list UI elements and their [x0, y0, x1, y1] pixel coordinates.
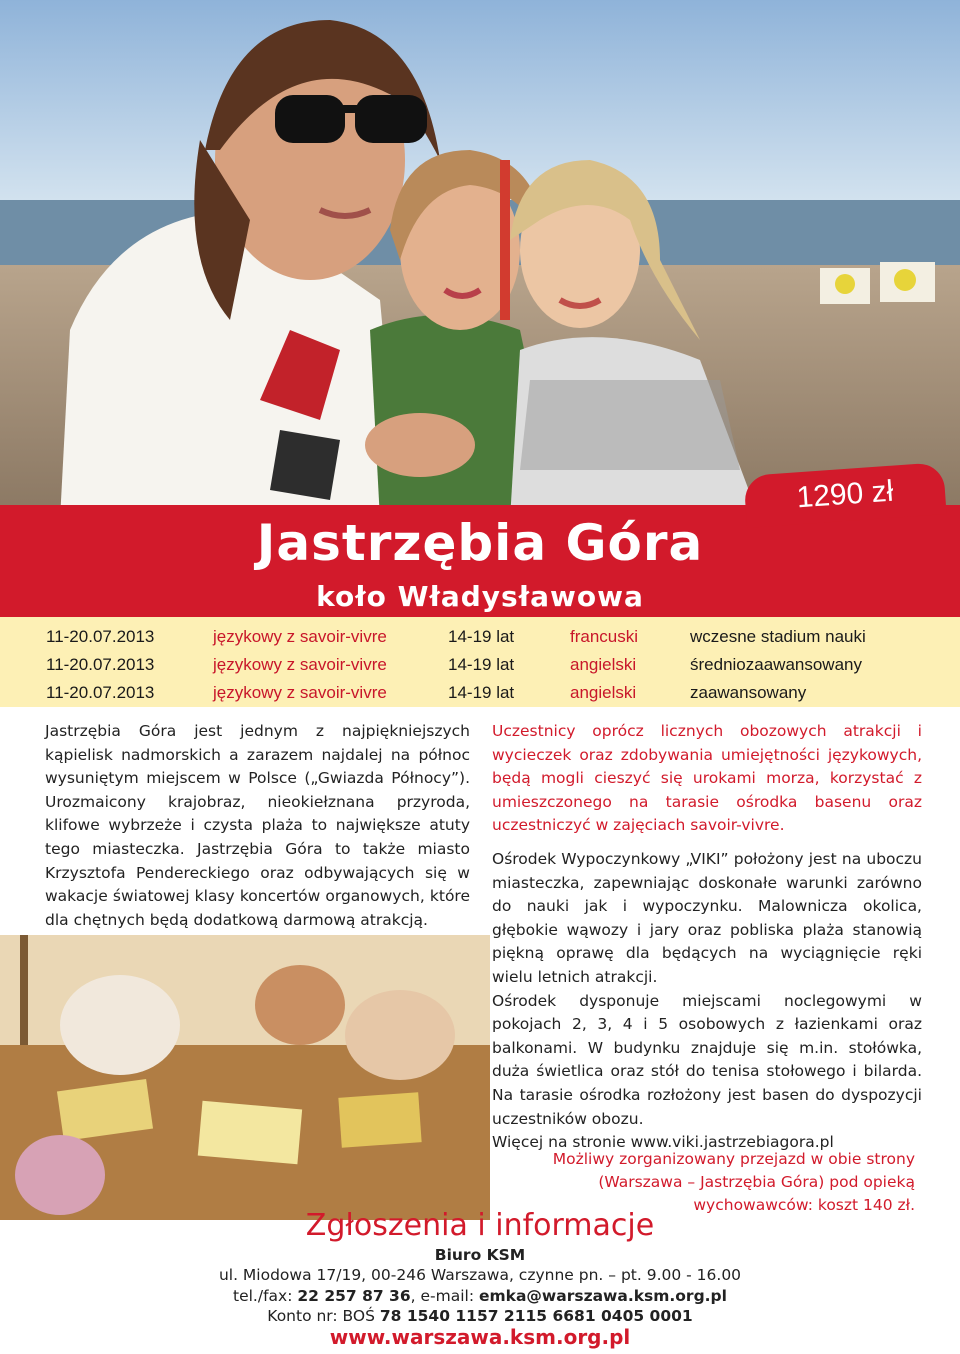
schedule-type: językowy z savoir-vivre: [213, 655, 387, 674]
schedule-date: 11-20.07.2013: [46, 655, 155, 674]
bank-account: [0, 1307, 960, 1325]
schedule-row: [0, 649, 960, 679]
hero-photo: [0, 0, 960, 520]
schedule-language: angielski: [570, 655, 637, 674]
price-tag: 1290 zł: [743, 462, 946, 528]
schedule-language: francuski: [570, 627, 639, 646]
schedule-type: językowy z savoir-vivre: [213, 627, 387, 646]
schedule-row: [0, 677, 960, 707]
schedule-age: 14-19 lat: [448, 683, 515, 702]
schedule-language: angielski: [570, 683, 637, 702]
description-resort: [492, 848, 922, 1155]
schedule-date: 11-20.07.2013: [46, 627, 155, 646]
description-attractions: Uczestnicy oprócz licznych obozowych atrakcji i wycieczek oraz zdobywania umiejętności językowych, będą mogli cieszyć się urokami morza, korzystać z umieszczonego na tarasie ośrodka basenu oraz uczestniczyć w zajęciach savoir-vivre.: [492, 722, 922, 835]
account-number: 78 1540 1157 2115 6681 0405 0001: [379, 1307, 693, 1325]
office-name: Biuro KSM: [434, 1246, 526, 1264]
schedule-level: średniozaawansowany: [690, 655, 862, 674]
schedule-table: [0, 617, 960, 707]
accommodation-paragraph: Ośrodek dysponuje miejscami noclegowymi w pokojach 2, 3, 4 i 5 osobowych z łazienkami oraz balkonami. W budynku znajduje się m.in. stołówka, duża świetlica oraz stół do tenisa stołowego i bilarda. Na tarasie ośrodka rozłożony jest basen do dyspozycji uczestników obozu.: [492, 991, 922, 1128]
contact-heading: Zgłoszenia i informacje: [305, 1208, 655, 1243]
phone-number: 22 257 87 36: [297, 1287, 411, 1305]
account-label: Konto nr: BOŚ: [267, 1307, 380, 1325]
page-title: Jastrzębia Góra: [256, 514, 704, 572]
contact-phone-email: [0, 1287, 960, 1305]
classroom-photo-illustration: [0, 935, 490, 1220]
resort-paragraph: Ośrodek Wypoczynkowy „VIKI” położony jest na uboczu miasteczka, zapewniając doskonałe warunki zarówno do nauki jak i wypoczynku. Malownicza okolica, głębokie wąwozy i jary oraz pobliska plaża stanowią piękną oprawę dla będących na wyciągnięcie ręki wielu letnich atrakcji.: [492, 850, 922, 986]
transport-note: Możliwy zorganizowany przejazd w obie strony (Warszawa – Jastrzębia Góra) pod opieką wychowawców: koszt 140 zł.: [552, 1150, 915, 1214]
email-address: emka@warszawa.ksm.org.pl: [478, 1287, 727, 1305]
schedule-age: 14-19 lat: [448, 627, 515, 646]
website-link[interactable]: www.warszawa.ksm.org.pl: [329, 1325, 631, 1349]
beach-photo-illustration: [0, 0, 960, 520]
schedule-type: językowy z savoir-vivre: [213, 683, 387, 702]
schedule-date: 11-20.07.2013: [46, 683, 155, 702]
schedule-age: 14-19 lat: [448, 655, 515, 674]
page-subtitle: koło Władysławowa: [316, 580, 644, 613]
schedule-row: [0, 621, 960, 651]
tel-label: tel./fax:: [233, 1287, 298, 1305]
website-note: Więcej na stronie www.viki.jastrzebiagora.pl: [492, 1133, 834, 1152]
schedule-level: zaawansowany: [690, 683, 807, 702]
description-left: Jastrzębia Góra jest jednym z najpiękniejszych kąpielisk nadmorskich a zarazem najdalej na północ wysuniętym miejscem w Polsce („Gwiazda Północy”). Urozmaicony krajobraz, nieokiełznana przyroda, klifowe wybrzeże i czysta plaża to największe atuty tego miasteczka. Jastrzębia Góra to także miasto Krzysztofa Pendereckiego oraz odbywających się w wakacje światowej klasy koncertów organowych, które dla chętnych będą dodatkową darmową atrakcją.: [45, 722, 470, 929]
office-address: ul. Miodowa 17/19, 00-246 Warszawa, czynne pn. – pt. 9.00 - 16.00: [218, 1266, 742, 1284]
email-label: , e-mail:: [410, 1287, 479, 1305]
activity-photo: [0, 935, 490, 1220]
schedule-level: wczesne stadium nauki: [690, 627, 866, 646]
